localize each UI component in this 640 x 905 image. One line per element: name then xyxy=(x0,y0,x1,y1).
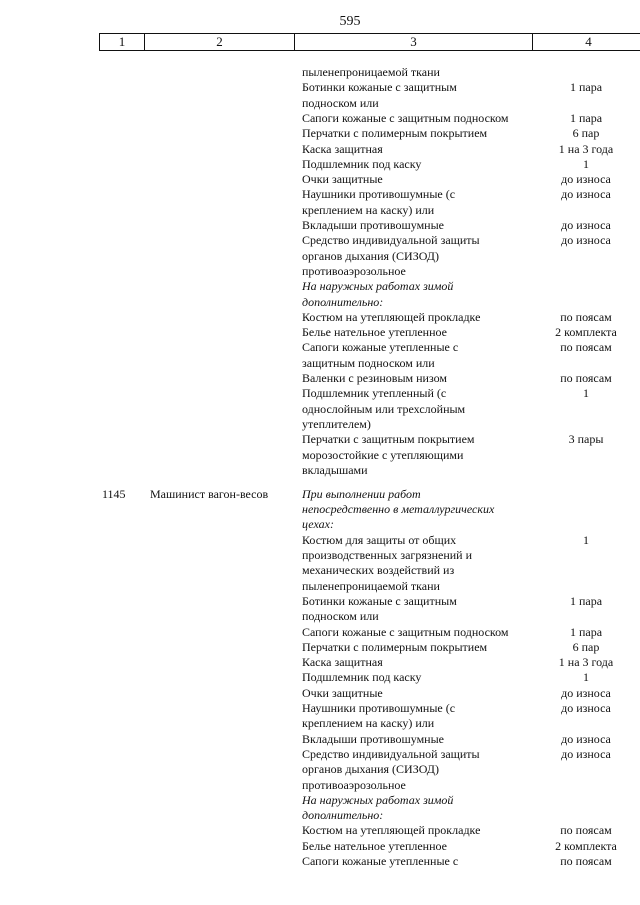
norm-value: 1 на 3 года xyxy=(558,655,614,670)
norm-value: 1 xyxy=(583,386,589,401)
norm-value: до износа xyxy=(561,685,611,700)
item-text: органов дыхания (СИЗОД) xyxy=(302,248,439,263)
norm-value: до износа xyxy=(561,218,611,232)
item-text: На наружных работах зимой xyxy=(302,279,454,294)
item-text: цехах: xyxy=(302,517,334,532)
item-text: пыленепроницаемой ткани xyxy=(302,578,440,593)
item-text: Сапоги кожаные с защитным подноском xyxy=(302,624,509,639)
item-text: Ботинки кожаные с защитным xyxy=(302,80,457,95)
header-col-2: 2 xyxy=(144,34,294,50)
norm-value: 1 на 3 года xyxy=(558,141,614,156)
item-text: Перчатки с полимерным покрытием xyxy=(302,126,488,141)
norm-value: до износа xyxy=(561,731,611,746)
item-text: Сапоги кожаные утепленные с xyxy=(302,340,459,355)
norm-value: 1 xyxy=(583,670,589,685)
item-text: Белье нательное утепленное xyxy=(302,325,447,340)
norm-value: до износа xyxy=(561,233,611,248)
norm-value: до износа xyxy=(561,172,611,187)
item-text: вкладышами xyxy=(302,462,368,477)
norm-value: 1 xyxy=(583,532,589,547)
item-text: Каска защитная xyxy=(302,141,383,156)
item-text: Перчатки с полимерным покрытием xyxy=(302,639,488,654)
item-text: противоаэрозольное xyxy=(302,263,406,278)
norm-value: до износа xyxy=(561,187,611,202)
item-text: производственных загрязнений и xyxy=(302,548,473,562)
item-text: При выполнении работ xyxy=(302,486,421,501)
item-text: механических воздействий из xyxy=(302,563,455,578)
norm-value: 6 пар xyxy=(572,639,600,654)
item-text: пыленепроницаемой ткани xyxy=(302,65,440,79)
norm-value: по поясам xyxy=(560,340,612,355)
item-text: Сапоги кожаные с защитным подноском xyxy=(302,110,509,125)
item-text: Очки защитные xyxy=(302,685,383,700)
item-text: креплением на каску) или xyxy=(302,716,435,731)
header-col-3: 3 xyxy=(294,34,532,50)
item-text: Сапоги кожаные утепленные с xyxy=(302,854,459,868)
profession-name: Машинист вагон-весов xyxy=(150,486,269,501)
item-text: морозостойкие с утепляющими xyxy=(302,447,464,462)
header-col-4: 4 xyxy=(532,34,640,50)
norm-value: по поясам xyxy=(560,823,612,838)
item-text: Костюм на утепляющей прокладке xyxy=(302,823,481,838)
norm-value: 1 xyxy=(583,156,589,171)
item-text: Наушники противошумные (с xyxy=(302,187,456,202)
item-text: органов дыхания (СИЗОД) xyxy=(302,762,439,777)
norm-value: по поясам xyxy=(560,854,612,868)
item-text: креплением на каску) или xyxy=(302,202,435,217)
item-text: утеплителем) xyxy=(302,416,371,431)
norm-value: 6 пар xyxy=(572,126,600,141)
norm-value: до износа xyxy=(561,746,611,761)
item-text: Подшлемник под каску xyxy=(302,670,422,685)
item-text: Подшлемник утепленный (с xyxy=(302,386,447,401)
item-text: Вкладыши противошумные xyxy=(302,218,444,232)
item-text: защитным подноском или xyxy=(302,355,435,370)
item-text: Средство индивидуальной защиты xyxy=(302,233,480,248)
item-text: противоаэрозольное xyxy=(302,777,406,792)
item-text: На наружных работах зимой xyxy=(302,792,454,807)
item-text: непосредственно в металлургических xyxy=(302,502,495,517)
item-text: Средство индивидуальной защиты xyxy=(302,746,480,761)
item-text: Ботинки кожаные с защитным xyxy=(302,593,457,608)
item-text: Белье нательное утепленное xyxy=(302,838,447,853)
item-text: Подшлемник под каску xyxy=(302,156,422,171)
item-text: Очки защитные xyxy=(302,172,383,187)
norm-value: 2 комплекта xyxy=(555,325,617,340)
header-col-1: 1 xyxy=(99,34,144,50)
norm-value: 1 пара xyxy=(569,593,603,608)
norm-value: по поясам xyxy=(560,309,612,324)
item-text: Костюм для защиты от общих xyxy=(302,532,457,547)
item-text: Валенки с резиновым низом xyxy=(302,371,448,385)
entry-number: 1145 xyxy=(102,486,126,501)
norm-value: 1 пара xyxy=(569,80,603,95)
item-text: подноском или xyxy=(302,95,379,110)
norm-value: 1 пара xyxy=(569,110,603,125)
item-text: дополнительно: xyxy=(302,808,384,823)
norm-value: 1 пара xyxy=(569,624,603,639)
norm-value: 2 комплекта xyxy=(555,838,617,853)
norm-value: по поясам xyxy=(560,371,612,385)
item-text: Вкладыши противошумные xyxy=(302,731,444,746)
item-text: однослойным или трехслойным xyxy=(302,401,466,416)
norm-value: 3 пары xyxy=(568,432,604,447)
item-text: подноском или xyxy=(302,609,379,624)
item-text: Наушники противошумные (с xyxy=(302,701,456,715)
norm-value: до износа xyxy=(561,701,611,715)
page-number: 595 xyxy=(339,14,361,29)
item-text: Костюм на утепляющей прокладке xyxy=(302,309,481,324)
item-text: дополнительно: xyxy=(302,294,384,309)
item-text: Перчатки с защитным покрытием xyxy=(302,432,475,447)
item-text: Каска защитная xyxy=(302,655,383,670)
